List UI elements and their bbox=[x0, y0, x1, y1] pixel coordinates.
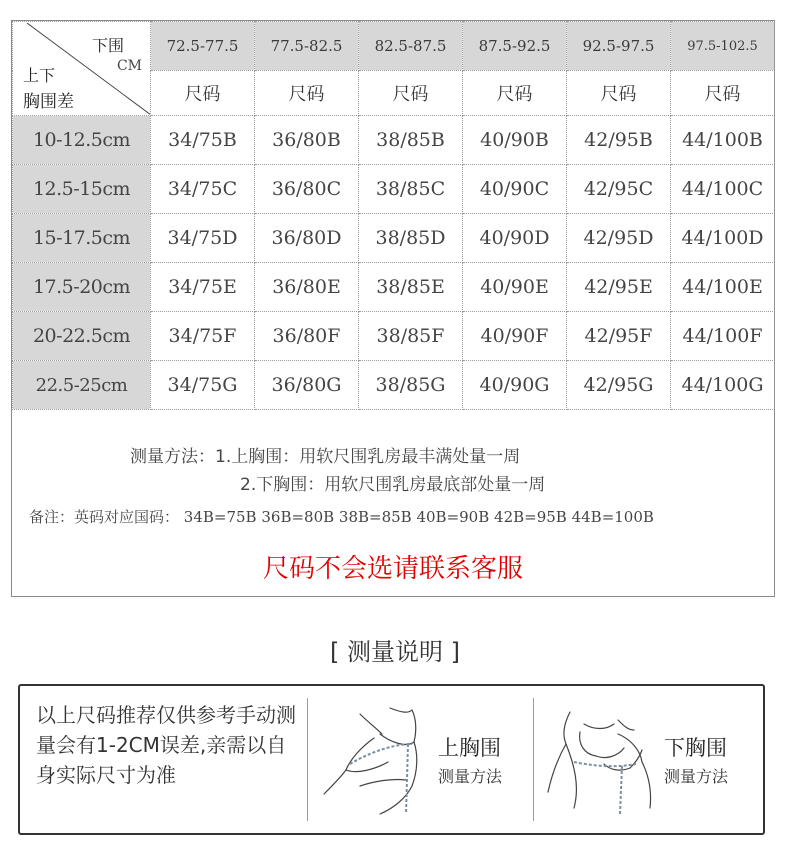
size-cell: 36/80F bbox=[255, 312, 359, 361]
size-cell: 36/80C bbox=[255, 165, 359, 214]
header-row-underbust bbox=[13, 22, 775, 71]
size-cell: 38/85G bbox=[359, 361, 463, 410]
bust-diff-label-1: 上下 bbox=[23, 65, 56, 85]
lower-bust-subtitle: 测量方法 bbox=[664, 767, 729, 786]
bust-diff-cell: 10-12.5cm bbox=[13, 116, 151, 165]
underbust-range: 77.5-82.5 bbox=[255, 22, 359, 71]
size-cell: 42/95C bbox=[567, 165, 671, 214]
size-cell: 40/90D bbox=[463, 214, 567, 263]
table-row bbox=[13, 214, 775, 263]
method-line-1: 测量方法：1.上胸围：用软尺围乳房最丰满处量一周 bbox=[130, 447, 521, 467]
remark bbox=[29, 506, 654, 527]
table-row bbox=[13, 165, 775, 214]
size-cell: 42/95F bbox=[567, 312, 671, 361]
bust-diff-label-2: 胸围差 bbox=[23, 91, 74, 112]
size-cell: 38/85D bbox=[359, 214, 463, 263]
size-cell: 44/100E bbox=[671, 263, 775, 312]
bust-diff-cell: 22.5-25cm bbox=[13, 361, 151, 410]
size-heading: 尺码 bbox=[463, 71, 567, 116]
size-cell: 38/85E bbox=[359, 263, 463, 312]
contact-service-note: 尺码不会选请联系客服 bbox=[262, 554, 523, 584]
size-heading: 尺码 bbox=[359, 71, 463, 116]
underbust-range: 72.5-77.5 bbox=[151, 22, 255, 71]
notes-panel bbox=[12, 410, 774, 596]
size-cell: 38/85F bbox=[359, 312, 463, 361]
size-heading: 尺码 bbox=[255, 71, 359, 116]
underbust-range: 92.5-97.5 bbox=[567, 22, 671, 71]
size-chart bbox=[11, 20, 775, 597]
underbust-axis-label: 下围 bbox=[91, 35, 124, 55]
table-row bbox=[13, 263, 775, 312]
size-cell: 38/85C bbox=[359, 165, 463, 214]
underbust-range: 82.5-87.5 bbox=[359, 22, 463, 71]
size-heading: 尺码 bbox=[671, 71, 775, 116]
size-heading: 尺码 bbox=[567, 71, 671, 116]
size-cell: 42/95G bbox=[567, 361, 671, 410]
size-cell: 40/90B bbox=[463, 116, 567, 165]
table-row bbox=[13, 361, 775, 410]
size-cell: 34/75G bbox=[151, 361, 255, 410]
divider bbox=[533, 698, 534, 821]
section-title: [ 测量说明 ] bbox=[330, 638, 460, 666]
size-cell: 34/75B bbox=[151, 116, 255, 165]
size-cell: 44/100C bbox=[671, 165, 775, 214]
size-cell: 44/100B bbox=[671, 116, 775, 165]
lower-bust-title: 下胸围 bbox=[664, 736, 727, 760]
corner-cell bbox=[13, 22, 151, 116]
lower-bust-illustration-icon bbox=[544, 704, 664, 824]
size-cell: 34/75C bbox=[151, 165, 255, 214]
size-cell: 36/80G bbox=[255, 361, 359, 410]
upper-bust-title: 上胸围 bbox=[438, 736, 501, 760]
size-cell: 42/95B bbox=[567, 116, 671, 165]
size-heading: 尺码 bbox=[151, 71, 255, 116]
size-table bbox=[12, 21, 775, 410]
size-cell: 40/90C bbox=[463, 165, 567, 214]
size-cell: 36/80B bbox=[255, 116, 359, 165]
size-cell: 44/100F bbox=[671, 312, 775, 361]
size-cell: 40/90E bbox=[463, 263, 567, 312]
table-row bbox=[13, 312, 775, 361]
size-cell: 44/100D bbox=[671, 214, 775, 263]
size-cell: 34/75E bbox=[151, 263, 255, 312]
underbust-range: 97.5-102.5 bbox=[671, 22, 775, 71]
disclaimer-text: 以上尺码推荐仅供参考手动测量会有1-2CM误差,亲需以自身实际尺寸为准 bbox=[36, 703, 296, 787]
size-cell: 38/85B bbox=[359, 116, 463, 165]
unit-label: CM bbox=[116, 57, 142, 74]
size-cell: 40/90F bbox=[463, 312, 567, 361]
size-cell: 36/80D bbox=[255, 214, 359, 263]
size-cell: 40/90G bbox=[463, 361, 567, 410]
bust-diff-cell: 17.5-20cm bbox=[13, 263, 151, 312]
bust-diff-cell: 15-17.5cm bbox=[13, 214, 151, 263]
size-cell: 34/75F bbox=[151, 312, 255, 361]
size-cell: 42/95E bbox=[567, 263, 671, 312]
size-cell: 42/95D bbox=[567, 214, 671, 263]
upper-bust-subtitle: 测量方法 bbox=[438, 767, 503, 786]
measure-panel bbox=[18, 684, 765, 835]
remark-label: 备注：英码对应国码： bbox=[29, 508, 180, 526]
underbust-range: 87.5-92.5 bbox=[463, 22, 567, 71]
size-cell: 34/75D bbox=[151, 214, 255, 263]
bust-diff-cell: 20-22.5cm bbox=[13, 312, 151, 361]
upper-bust-illustration-icon bbox=[320, 704, 440, 824]
divider bbox=[307, 698, 308, 821]
bust-diff-cell: 12.5-15cm bbox=[13, 165, 151, 214]
size-cell: 44/100G bbox=[671, 361, 775, 410]
remark-values: 34B=75B 36B=80B 38B=85B 40B=90B 42B=95B 44B=100B bbox=[183, 508, 654, 526]
table-row bbox=[13, 116, 775, 165]
size-cell: 36/80E bbox=[255, 263, 359, 312]
method-line-2: 2.下胸围：用软尺围乳房最底部处量一周 bbox=[240, 475, 546, 495]
